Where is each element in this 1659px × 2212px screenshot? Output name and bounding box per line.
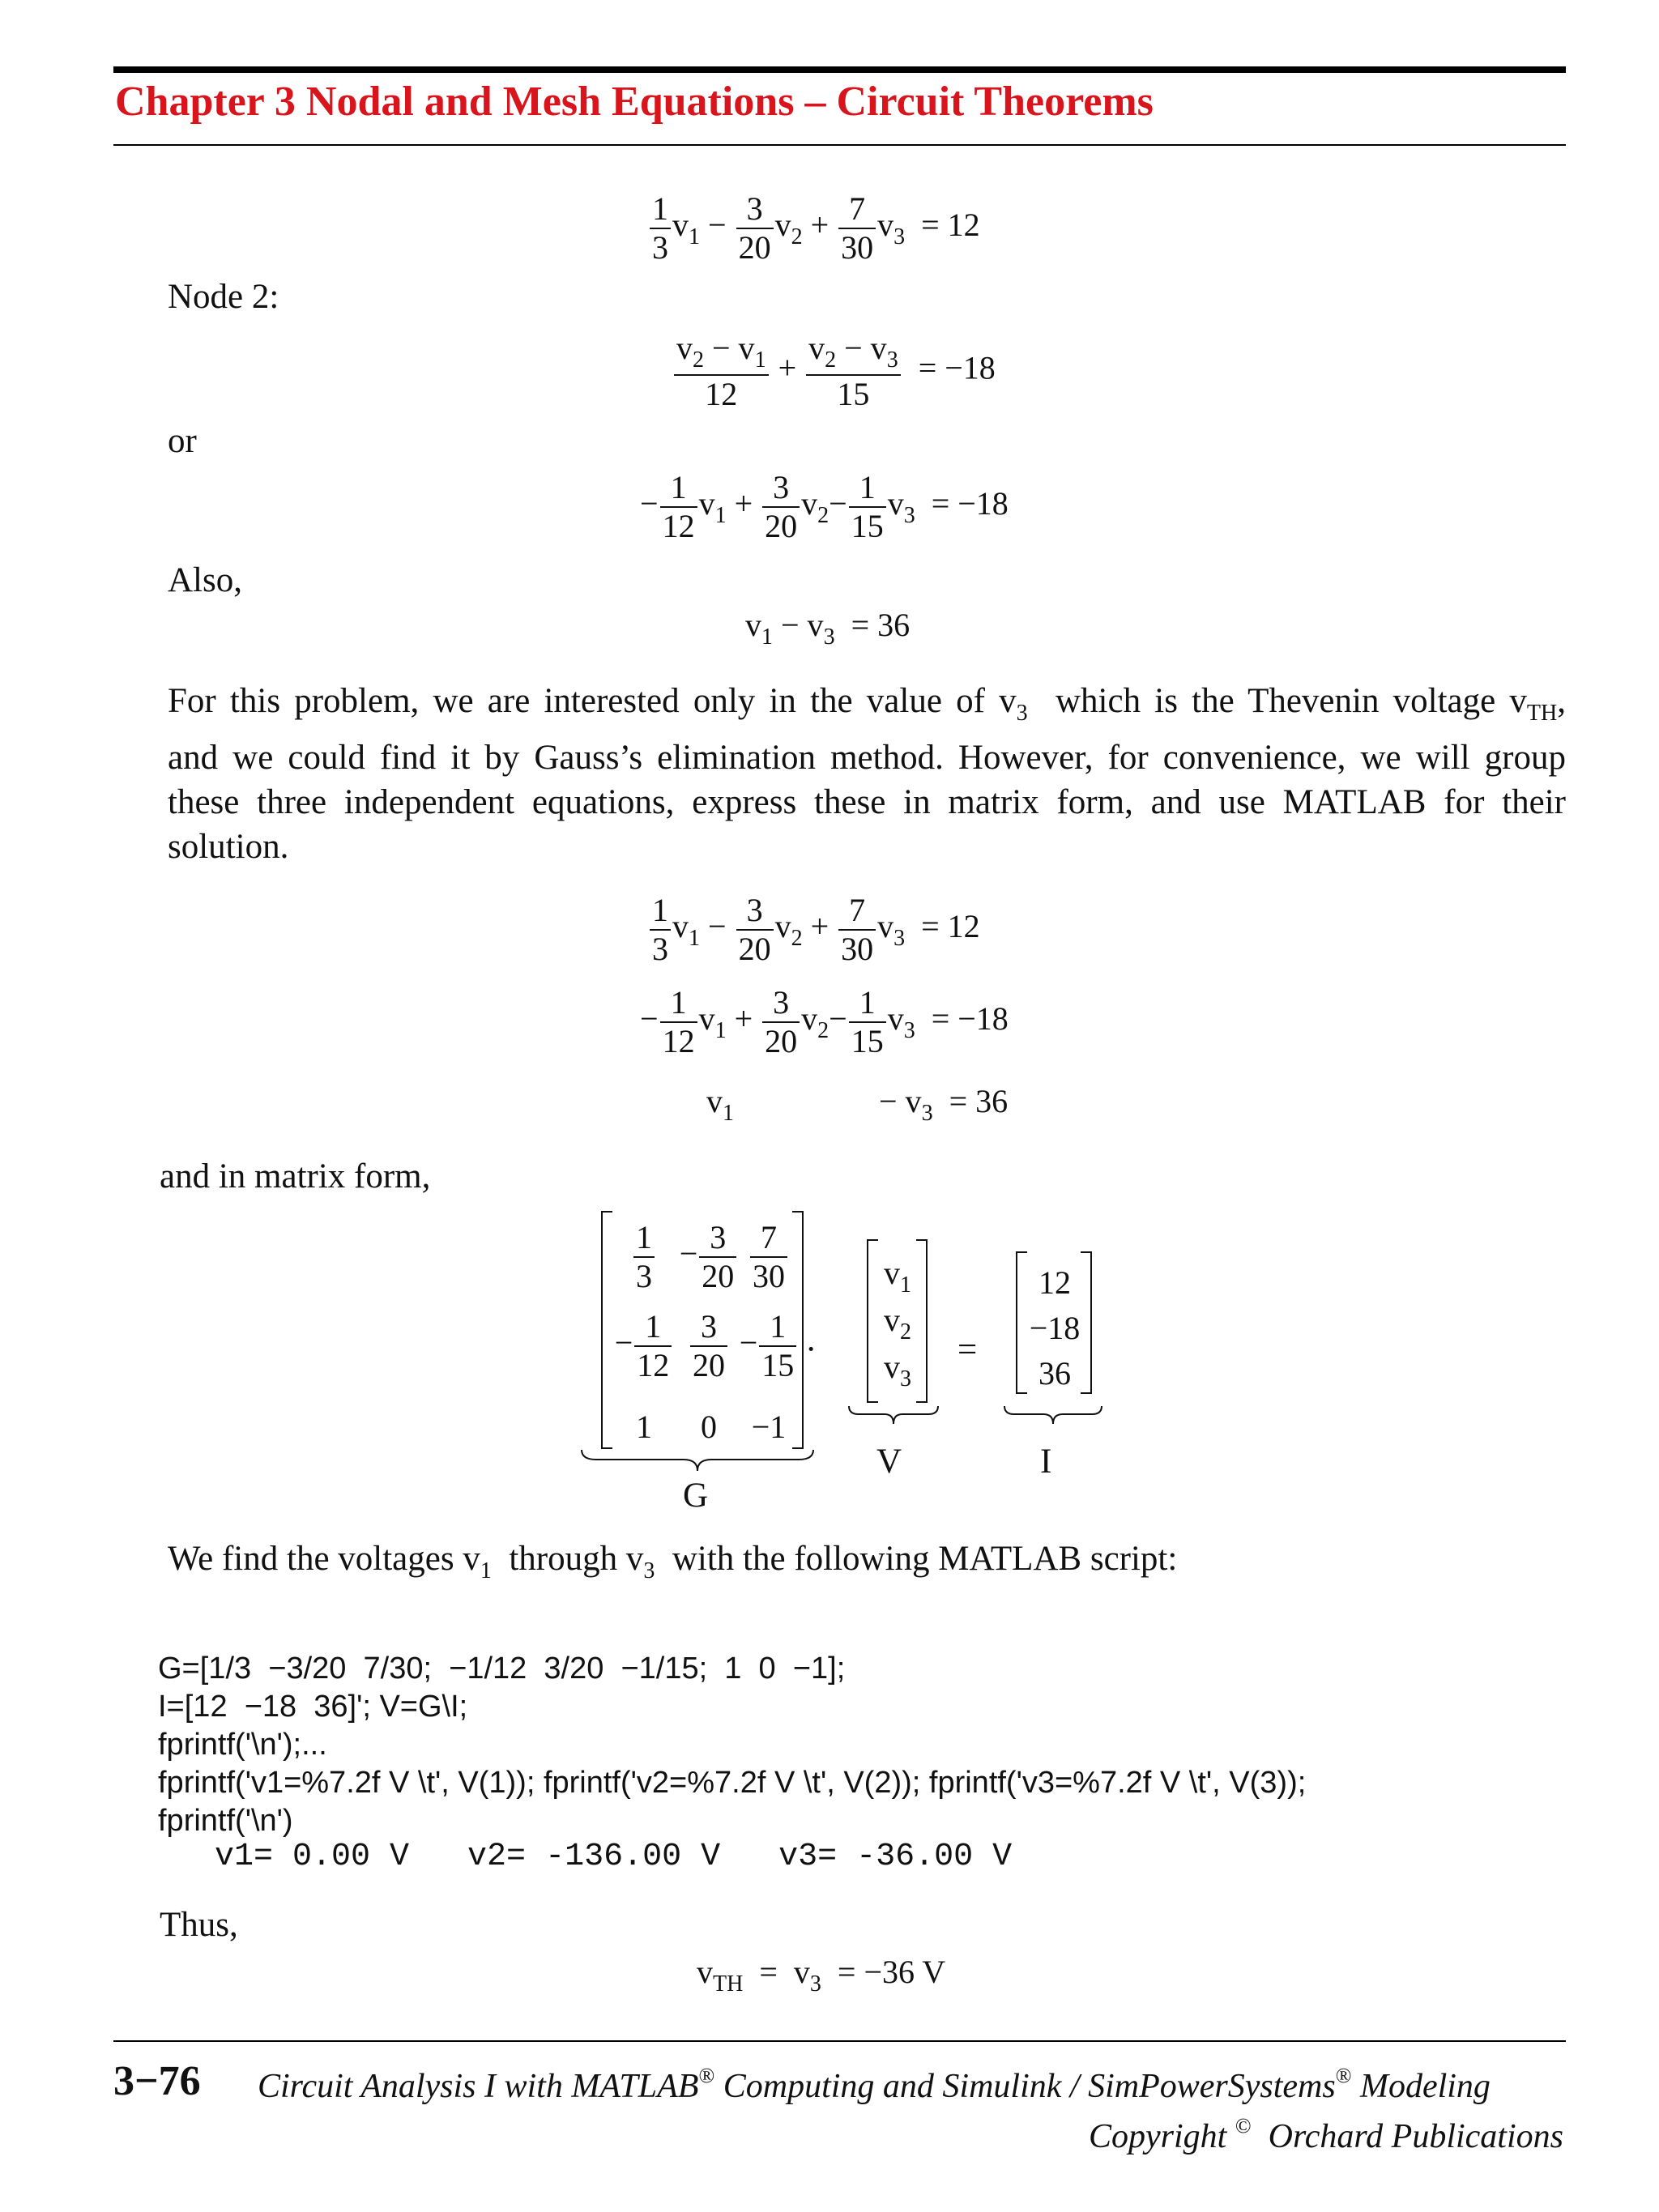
equation-3: − $\frac{1}{12}$ $v_1$ + $\frac{3}{20}$ $v_2-$ $\frac{1}{15}$ $v_3 = -18$ [640, 469, 1009, 544]
page-number: 3−76 [113, 2058, 201, 2104]
matrix-cell: − $\frac{3}{20}$ [679, 1221, 739, 1293]
label-node2: Node 2: [168, 278, 279, 316]
matlab-code [158, 1612, 1306, 1840]
matlab-output: v1= 0.00 V v2= -136.00 V v3= -36.00 V [215, 1839, 1013, 1875]
matrix-cell: 1 [636, 1409, 652, 1445]
copyright: Copyright © Orchard Publications [1089, 2114, 1563, 2155]
matrix-cell: − $\frac{1}{12}$ [614, 1311, 674, 1382]
dot-operator: · [805, 1331, 817, 1369]
matrix-g-left-bracket [601, 1211, 612, 1449]
label-V: V [876, 1443, 902, 1481]
paragraph-matlab-intro: We find the voltages $v_1$ through $v_3$ with the following MATLAB script: [168, 1540, 1178, 1583]
vector-v-underbrace [847, 1404, 940, 1426]
label-I: I [1040, 1443, 1052, 1481]
book-title: Circuit Analysis I with MATLAB® Computing and Simulink / SimPowerSystems® Modeling [258, 2064, 1491, 2105]
equation-1: $\frac{1}{3}$ $v_1$ − $\frac{3}{20}$ $v_2$ + $\frac{7}{30}$ $v_3 = 12$ [648, 193, 980, 264]
system-equation-1: $\frac{1}{3}$ $v_1$ − $\frac{3}{20}$ $v_2$ + $\frac{7}{30}$ $v_3 = 12$ [648, 894, 980, 965]
system-equation-3-rhs: − $v_3 = 36$ [879, 1083, 1009, 1126]
header-rule [113, 144, 1566, 146]
code-line: fprintf('\n');... [158, 1728, 327, 1762]
chapter-title: Chapter 3 Nodal and Mesh Equations – Circuit Theorems [115, 79, 1154, 125]
paragraph-thevenin: For this problem, we are interested only in the value of $v_3$ which is the Thevenin voltage $v_{TH}$, and we could find it by Gauss’s elimination method. However, for convenience, we will group these three independent equations, express these in matrix form, and use MATLAB for their solution. [168, 682, 1566, 866]
label-thus: Thus, [160, 1906, 238, 1944]
equation-4: $v_1 - v_3 = 36$ [745, 607, 911, 650]
code-line: fprintf('v1=%7.2f V \t', V(1)); fprintf('v2=%7.2f V \t', V(2)); fprintf('v3=%7.2f V \t', V(3)); [158, 1766, 1307, 1800]
matrix-cell: 12 [1038, 1264, 1071, 1301]
equals-sign: = [957, 1331, 978, 1369]
matrix-cell: − $\frac{1}{15}$ [739, 1311, 799, 1382]
label-G: G [683, 1477, 709, 1515]
label-or: or [168, 422, 197, 460]
matrix-g-underbrace [580, 1448, 815, 1473]
matrix-cell: $\frac{7}{30}$ [739, 1221, 799, 1293]
matrix-cell: 0 [701, 1409, 717, 1445]
footer-rule [113, 2040, 1566, 2042]
matrix-cell: −18 [1029, 1310, 1081, 1346]
matrix-cell: $\frac{3}{20}$ [679, 1311, 739, 1382]
code-line: I=[12 −18 36]'; V=G\I; [158, 1690, 468, 1724]
code-line: fprintf('\n') [158, 1804, 293, 1838]
matrix-cell: 36 [1038, 1355, 1071, 1392]
matrix-cell: −1 [751, 1409, 787, 1445]
matrix-cell: $v_1$ [884, 1255, 911, 1298]
label-also: Also, [168, 561, 242, 599]
matrix-cell: $v_3$ [884, 1349, 911, 1392]
system-equation-2: − $\frac{1}{12}$ $v_1$ + $\frac{3}{20}$ $v_2-$ $\frac{1}{15}$ $v_3 = -18$ [640, 984, 1009, 1059]
equation-vth: $v_{TH} = v_3 = -36$ V [697, 1954, 946, 1997]
vector-i-underbrace [1003, 1404, 1103, 1426]
top-rule [113, 66, 1566, 73]
equation-2: $\frac{v_2 - v_1}{12}$ + $\frac{v_2 - v_3}{15}$ = −18 [672, 332, 996, 411]
matrix-cell: $v_2$ [884, 1302, 911, 1345]
label-matrix-form: and in matrix form, [160, 1157, 431, 1196]
code-line: G=[1/3 −3/20 7/30; −1/12 3/20 −1/15; 1 0 −1]; [158, 1652, 846, 1686]
matrix-cell: $\frac{1}{3}$ [614, 1221, 674, 1293]
system-equation-3: $v_1$ [706, 1083, 734, 1126]
